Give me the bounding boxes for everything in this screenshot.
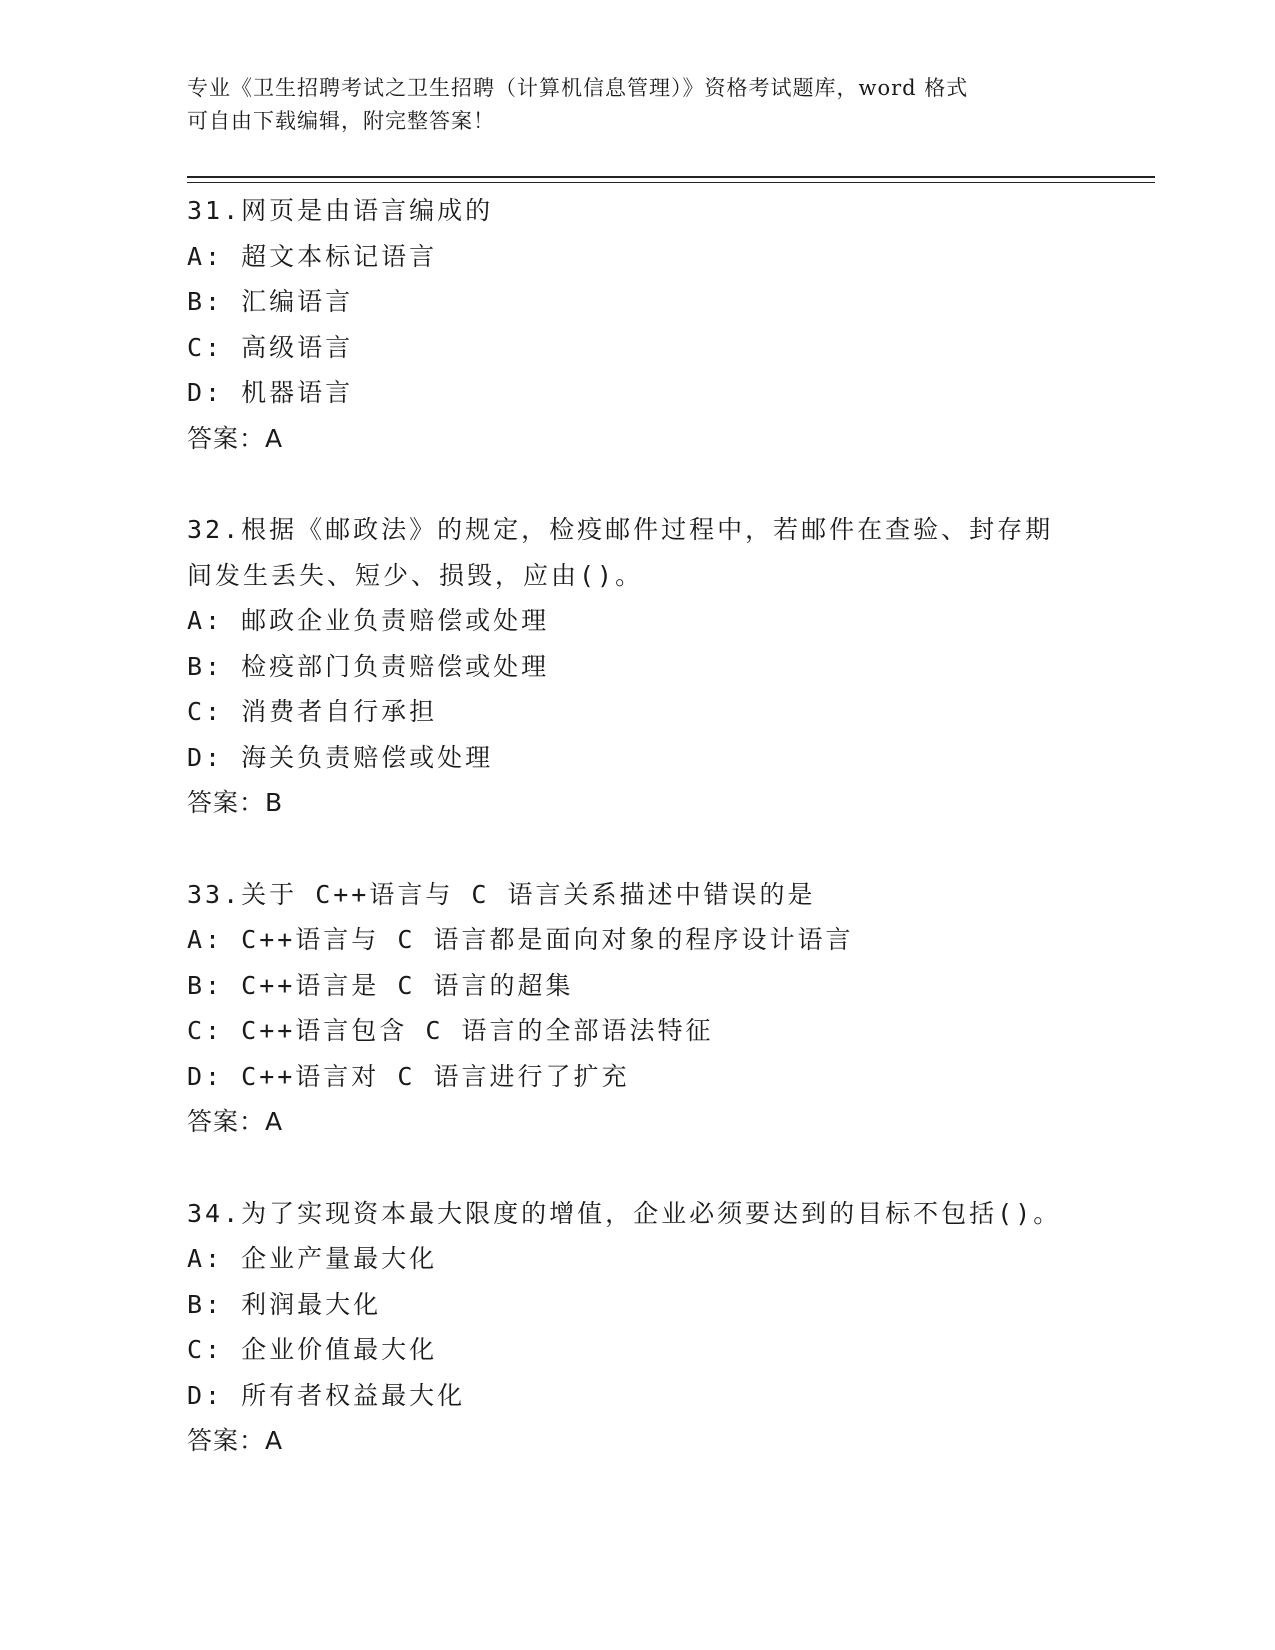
question-stem: 31.网页是由语言编成的	[187, 196, 494, 225]
option-c: C: 消费者自行承担	[187, 697, 438, 726]
question-32	[187, 507, 1147, 826]
question-33	[187, 872, 1147, 1145]
option-d: D: 海关负责赔偿或处理	[187, 742, 494, 772]
option-d: D: C++语言对 C 语言进行了扩充	[187, 1061, 630, 1091]
answer-line: 答案：A	[187, 423, 284, 453]
header-divider-thin	[187, 182, 1155, 183]
option-a: A: 邮政企业负责赔偿或处理	[187, 606, 550, 635]
option-c: C: C++语言包含 C 语言的全部语法特征	[187, 1016, 714, 1045]
option-a: A: C++语言与 C 语言都是面向对象的程序设计语言	[187, 925, 854, 954]
question-31	[187, 188, 1147, 461]
option-b: B: 检疫部门负责赔偿或处理	[187, 651, 550, 681]
option-d: D: 机器语言	[187, 378, 354, 407]
question-stem: 34.为了实现资本最大限度的增值，企业必须要达到的目标不包括()。	[187, 1198, 1062, 1228]
header-divider-thick	[187, 176, 1155, 178]
question-stem-continued: 间发生丢失、短少、损毁，应由()。	[187, 560, 644, 590]
question-stem: 32.根据《邮政法》的规定，检疫邮件过程中，若邮件在查验、封存期	[187, 515, 1054, 544]
answer-line: 答案：B	[187, 788, 284, 817]
header-line-1: 专业《卫生招聘考试之卫生招聘（计算机信息管理）》资格考试题库，word 格式	[187, 76, 969, 100]
question-stem: 33.关于 C++语言与 C 语言关系描述中错误的是	[187, 879, 816, 909]
answer-line: 答案：A	[187, 1426, 284, 1455]
option-a: A: 企业产量最大化	[187, 1244, 438, 1273]
option-b: B: C++语言是 C 语言的超集	[187, 970, 574, 1000]
question-list	[187, 188, 1147, 1510]
answer-line: 答案：A	[187, 1107, 284, 1136]
option-b: B: 利润最大化	[187, 1289, 382, 1319]
option-c: C: 高级语言	[187, 332, 354, 362]
header-line-2: 可自由下载编辑，附完整答案！	[187, 109, 495, 133]
document-header	[187, 72, 1087, 138]
option-d: D: 所有者权益最大化	[187, 1380, 466, 1410]
option-b: B: 汇编语言	[187, 287, 354, 316]
option-a: A: 超文本标记语言	[187, 241, 438, 271]
question-34	[187, 1191, 1147, 1464]
option-c: C: 企业价值最大化	[187, 1335, 438, 1364]
